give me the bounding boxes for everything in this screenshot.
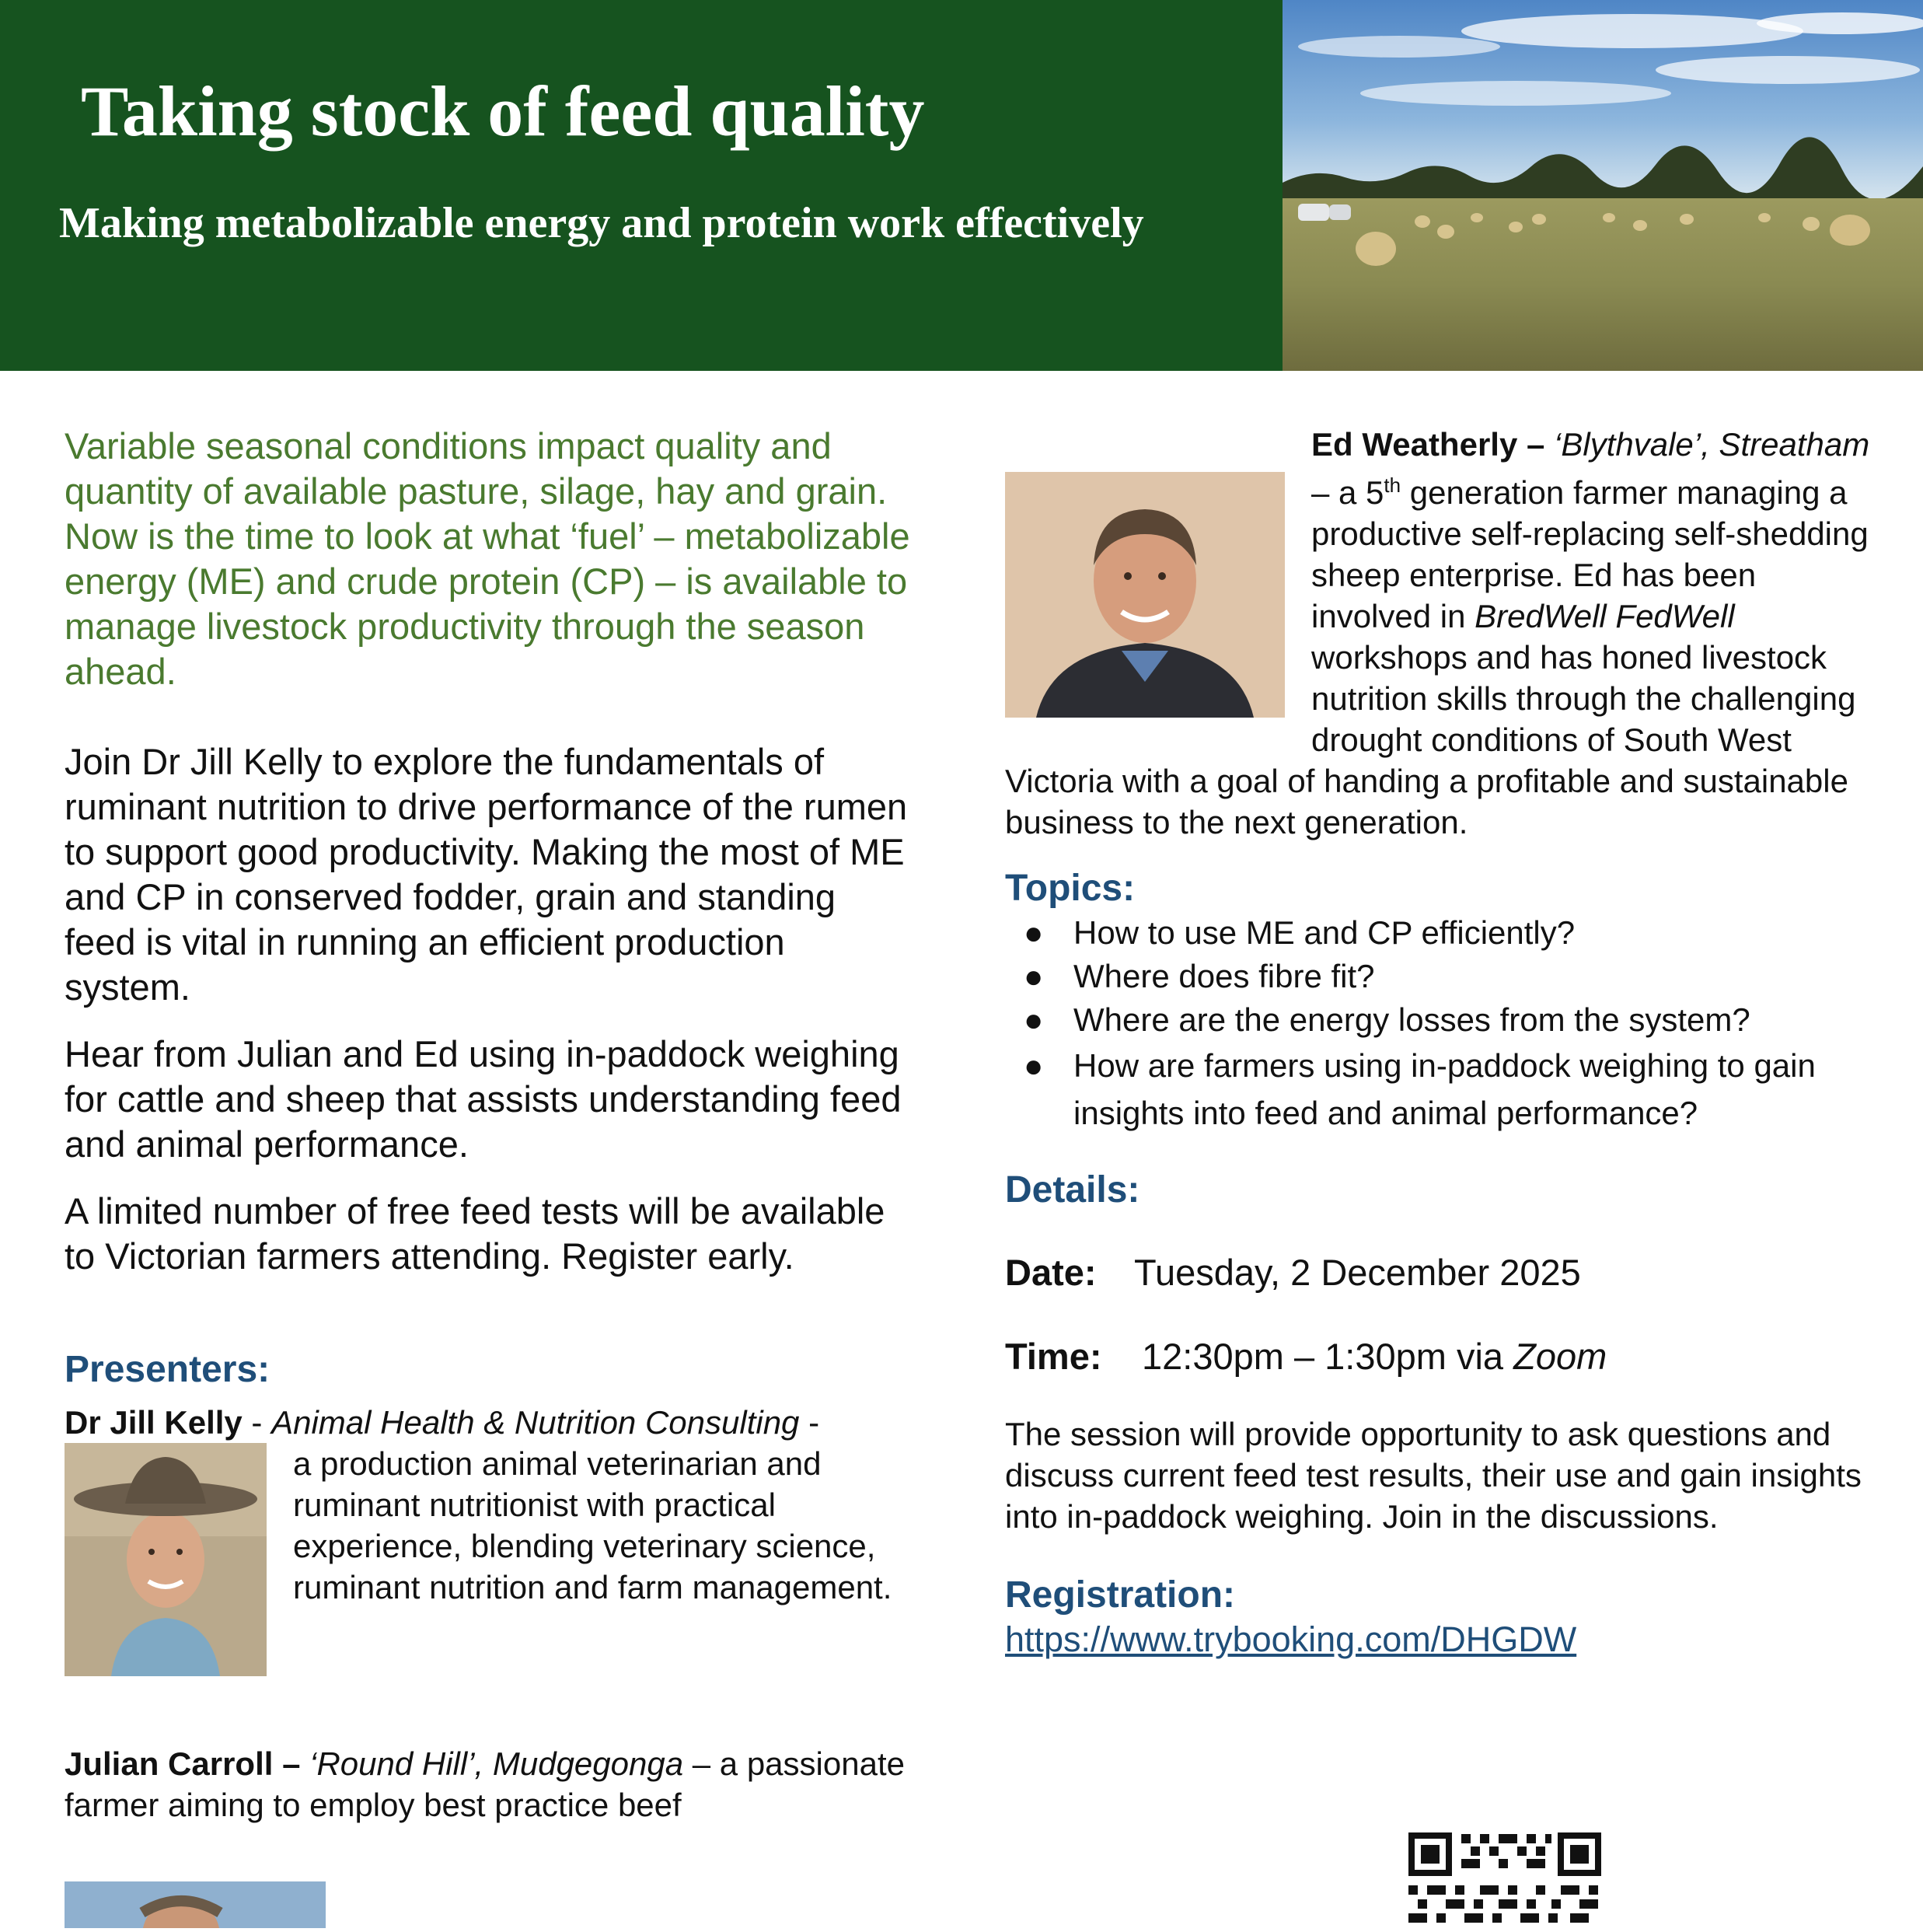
right-column: [1005, 424, 1883, 1661]
name-separator: –: [1517, 426, 1555, 463]
presenter-bio-part: generation farmer managing a productive self-replacing self-shedding sheep enterprise. Ed has been involved in: [1311, 474, 1869, 634]
list-item: [1005, 911, 1883, 955]
paddock-hay-bales-photo: [1283, 0, 1923, 371]
date-label: Date:: [1005, 1252, 1097, 1293]
name-separator: -: [242, 1404, 272, 1441]
page-subtitle: Making metabolizable energy and protein work effectively: [59, 199, 1144, 247]
presenter-org: Animal Health & Nutrition Consulting: [271, 1404, 800, 1441]
ordinal-suffix: th: [1384, 473, 1401, 497]
topic-text: Where does fibre fit?: [1073, 958, 1375, 994]
program-name: BredWell FedWell: [1475, 598, 1735, 634]
topic-text: How are farmers using in-paddock weighing to gain insights into feed and animal performance?: [1073, 1047, 1816, 1131]
time-platform: Zoom: [1513, 1336, 1607, 1377]
registration-heading: Registration:: [1005, 1574, 1236, 1616]
topic-text: Where are the energy losses from the system?: [1073, 1001, 1750, 1038]
list-item: [1005, 955, 1883, 998]
presenter-name: Julian Carroll: [65, 1745, 274, 1782]
presenter-name: Dr Jill Kelly: [65, 1404, 243, 1441]
presenters-heading: Presenters:: [65, 1349, 270, 1390]
bullet-icon: ●: [1024, 958, 1044, 994]
org-suffix: -: [799, 1404, 820, 1441]
registration-link[interactable]: https://www.trybooking.com/DHGDW: [1005, 1619, 1577, 1659]
bullet-icon: ●: [1024, 1001, 1044, 1038]
intro-paragraph: Variable seasonal conditions impact quality and quantity of available pasture, silage, hay and grain. Now is the time to look at what ‘fuel’ – metabolizable energy (ME) and crude protein (CP) – is available to manage livestock productivity through the season ahead.: [65, 425, 910, 692]
bullet-icon: ●: [1024, 914, 1044, 951]
presenter-bio-part: workshops and has honed livestock nutrition skills through the challenging drought conditions of South West Victoria with a goal of handing a profitable and sustainable business to the next generation.: [1005, 639, 1856, 840]
page-title: Taking stock of feed quality: [81, 72, 925, 151]
topics-list: [1005, 911, 1883, 1137]
presenter-bio-part: – a 5: [1311, 474, 1384, 511]
jill-kelly-portrait: [65, 1443, 267, 1676]
registration-qr-code[interactable]: [1405, 1829, 1604, 1923]
presenter-place: ‘Round Hill’, Mudgegonga: [309, 1745, 684, 1782]
time-label: Time:: [1005, 1336, 1102, 1377]
topic-text: How to use ME and CP efficiently?: [1073, 914, 1576, 951]
event-time: [1005, 1334, 1883, 1379]
header-banner: [0, 0, 1283, 371]
left-column: [65, 424, 912, 1825]
session-description: The session will provide opportunity to ask questions and discuss current feed test results, their use and gain insights into in-paddock weighing. Join in the discussions.: [1005, 1416, 1862, 1535]
date-value: Tuesday, 2 December 2025: [1134, 1252, 1581, 1293]
presenter-bio: – a passionate farmer aiming to employ best practice beef: [65, 1745, 905, 1823]
presenter-ed-weatherly: [1005, 424, 1883, 843]
name-separator: –: [273, 1745, 310, 1782]
bullet-icon: ●: [1024, 1047, 1044, 1084]
list-item: [1005, 1042, 1883, 1137]
presenter-bio: a production animal veterinarian and ruminant nutritionist with practical experience, blending veterinary science, ruminant nutrition and farm management.: [293, 1445, 892, 1605]
ed-weatherly-portrait: [1005, 472, 1285, 718]
presenter-name: Ed Weatherly: [1311, 426, 1518, 463]
event-date: [1005, 1250, 1883, 1295]
body-paragraph-2: Hear from Julian and Ed using in-paddock weighing for cattle and sheep that assists understanding feed and animal performance.: [65, 1033, 902, 1165]
body-paragraph-3: A limited number of free feed tests will be available to Victorian farmers attending. Register early.: [65, 1190, 885, 1277]
time-value: 12:30pm – 1:30pm via: [1142, 1336, 1514, 1377]
presenter-julian-carroll: [65, 1743, 912, 1825]
list-item: [1005, 998, 1883, 1042]
presenter-place: ‘Blythvale’, Streatham: [1554, 426, 1870, 463]
topics-heading: Topics:: [1005, 868, 1136, 909]
body-paragraph-1: Join Dr Jill Kelly to explore the fundamentals of ruminant nutrition to drive performance of the rumen to support good productivity. Making the most of ME and CP in conserved fodder, grain and standing feed is vital in running an efficient production system.: [65, 741, 908, 1008]
julian-carroll-portrait: [65, 1881, 326, 1932]
details-heading: Details:: [1005, 1169, 1140, 1211]
presenter-jill-kelly: [65, 1402, 912, 1681]
